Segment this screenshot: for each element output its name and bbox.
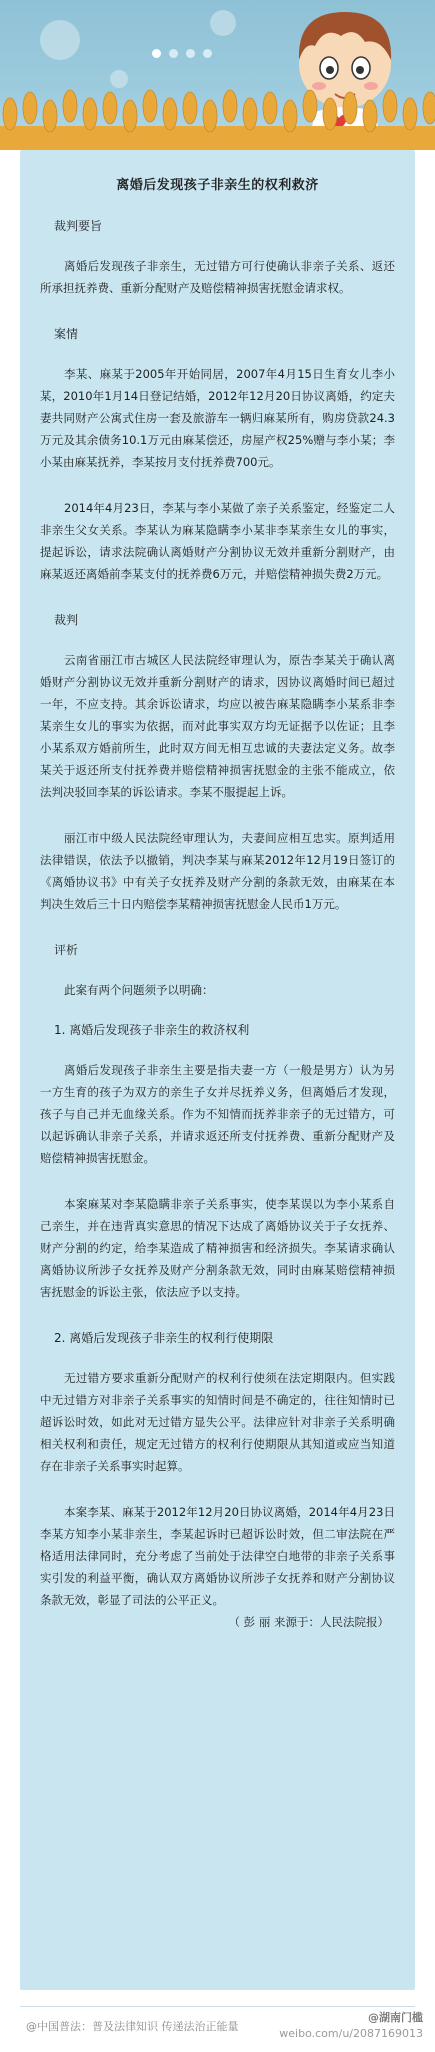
paragraph: 离婚后发现孩子非亲生主要是指夫妻一方（一般是男方）认为另一方生育的孩子为双方的亲生子女并尽抚养义务，但离婚后才发现，孩子与自己并无血缘关系。作为不知情而抚养非亲子的无过错方，可以起诉确认非亲子关系，并请求返还所支付抚养费、重新分配财产及赔偿精神损害抚慰金。 — [40, 1063, 395, 1165]
section-heading: 评析 — [54, 943, 79, 957]
footer-slogan: @中国普法：普及法律知识 传递法治正能量 — [26, 2020, 239, 2033]
wheat-field-decoration — [0, 78, 435, 150]
header-banner — [0, 0, 435, 150]
paragraph: 2014年4月23日，李某与李小某做了亲子关系鉴定，经鉴定二人非亲生父女关系。李某认为麻某隐瞒李小某非李某亲生女儿的事实，提起诉讼，请求法院确认离婚财产分割协议无效并重新分割财产，由麻某返还离婚前李某支付的抚养费6万元，并赔偿精神损失费2万元。 — [40, 501, 395, 581]
paragraph: 李某、麻某于2005年开始同居，2007年4月15日生育女儿李小某，2010年1月14日登记结婚，2012年12月20日协议离婚，约定夫妻共同财产公寓式住房一套及旅游车一辆归麻某所有，购房贷款24.3万元及其余债务10.1万元由麻某偿还，房屋产权25%赠与李小某；李小某由麻某抚养，李某按月支付抚养费700元。 — [40, 367, 395, 469]
bubble-decoration — [40, 20, 80, 60]
bubble-decoration — [210, 10, 236, 36]
footer — [0, 2000, 435, 2052]
paragraph: 离婚后发现孩子非亲生，无过错方可行使确认非亲子关系、返还所承担抚养费、重新分配财产及赔偿精神损害抚慰金请求权。 — [40, 259, 395, 295]
carousel-dot[interactable] — [203, 49, 212, 58]
section-heading: 裁判要旨 — [54, 219, 103, 233]
carousel-dot[interactable] — [152, 49, 161, 58]
carousel-dots — [152, 49, 212, 58]
weibo-handle: @湖南门槛 — [368, 2011, 423, 2024]
article-card — [20, 150, 415, 1990]
paragraph: 丽江市中级人民法院经审理认为，夫妻间应相互忠实。原判适用法律错误，依法予以撤销，判决李某与麻某2012年12月19日签订的《离婚协议书》中有关子女抚养及财产分割的条款无效，由麻某在本判决生效后三十日内赔偿李某精神损害抚慰金人民币1万元。 — [40, 831, 395, 911]
section-heading: 裁判 — [54, 613, 79, 627]
paragraph: 本案麻某对李某隐瞒非亲子关系事实，使李某误以为李小某系自己亲生，并在违背真实意思的情况下达成了离婚协议关于子女抚养、财产分割的约定，给李某造成了精神损害和经济损失。李某请求确认离婚协议所涉子女抚养及财产分割条款无效，同时由麻某赔偿精神损害抚慰金的诉讼主张，依法应予以支持。 — [40, 1197, 395, 1299]
carousel-dot[interactable] — [186, 49, 195, 58]
paragraph: 此案有两个问题须予以明确： — [64, 983, 214, 997]
paragraph: 无过错方要求重新分配财产的权利行使须在法定期限内。但实践中无过错方对非亲子关系事实的知情时间是不确定的，往往知情时已超诉讼时效，如此对无过错方显失公平。法律应针对非亲子关系明确相关权利和责任，规定无过错方的权利行使期限从其知道或应当知道存在非亲子关系事实时起算。 — [40, 1371, 395, 1473]
article-title: 离婚后发现孩子非亲生的权利救济 — [116, 178, 319, 193]
footer-divider — [20, 2006, 415, 2007]
subsection-heading: 1. 离婚后发现孩子非亲生的救济权利 — [54, 1023, 250, 1037]
carousel-dot[interactable] — [169, 49, 178, 58]
paragraph: 本案李某、麻某于2012年12月20日协议离婚，2014年4月23日李某方知李小某非亲生，李某起诉时已超诉讼时效，但二审法院在严格适用法律同时，充分考虑了当前处于法律空白地带的非亲子关系事实引发的利益平衡，确认双方离婚协议所涉子女抚养和财产分割协议条款无效，彰显了司法的公平正义。 — [40, 1505, 395, 1607]
section-heading: 案情 — [54, 327, 79, 341]
subsection-heading: 2. 离婚后发现孩子非亲生的权利行使期限 — [54, 1331, 274, 1345]
author-signature: （ 彭 丽 来源于：人民法院报） — [228, 1615, 389, 1629]
paragraph: 云南省丽江市古城区人民法院经审理认为，原告李某关于确认离婚财产分割协议无效并重新分割财产的请求，因协议离婚时间已超过一年，不应支持。其余诉讼请求，均应以被告麻某隐瞒李小某系非李某亲生女儿的事实为依据，而对此事实双方均无证据予以佐证；且李小某系双方婚前所生，此时双方间无相互忠诚的夫妻法定义务。故李某关于返还所支付抚养费并赔偿精神损害抚慰金的主张不能成立，依法判决驳回李某的诉讼请求。李某不服提起上诉。 — [40, 653, 395, 799]
weibo-url: weibo.com/u/2087169013 — [279, 2027, 423, 2040]
weibo-watermark[interactable] — [279, 2010, 423, 2042]
